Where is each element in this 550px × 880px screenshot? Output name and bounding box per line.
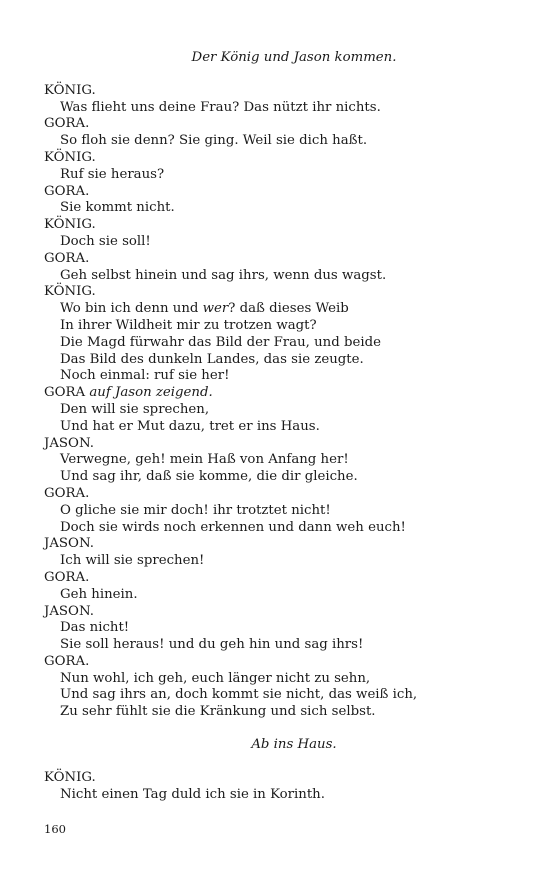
verse-line: Geh selbst hinein und sag ihrs, wenn dus wagst. [60,267,387,283]
inline-stage-direction: auf Jason zeigend. [89,385,213,401]
page-number: 160 [44,822,66,836]
speech-block [44,604,524,654]
speaker-name: GORA. [44,569,90,585]
verse-line: Doch sie wirds noch erkennen und dann weh euch! [60,519,406,535]
verse-line: Und sag ihrs an, doch kommt sie nicht, das weiß ich, [60,687,418,703]
speech-block [44,150,524,184]
speaker-name: JASON. [44,435,94,451]
verse-line: Was flieht uns deine Frau? Das nützt ihr nichts. [60,99,381,115]
verse-line: Und sag ihr, daß sie komme, die dir gleiche. [60,469,358,485]
verse-line: Verwegne, geh! mein Haß von Anfang her! [60,452,349,468]
speaker-name: GORA. [44,653,90,669]
verse-line: Geh hinein. [60,586,138,602]
speech-block [44,284,524,385]
emphasized-word: wer [202,301,229,317]
verse-line: Sie soll heraus! und du geh hin und sag ihrs! [60,637,364,653]
verse-line: O gliche sie mir doch! ihr trotztet nicht! [60,502,331,518]
speaker-name: KÖNIG. [44,284,96,300]
speech-block [44,251,524,285]
speaker-name: GORA. [44,250,90,266]
speech-block [44,217,524,251]
verse-line: Nicht einen Tag duld ich sie in Korinth. [60,786,325,802]
verse-line: Nun wohl, ich geh, euch länger nicht zu sehn, [60,670,371,686]
stage-direction: Ab ins Haus. [251,737,337,753]
verse-line [44,301,524,318]
verse-line: In ihrer Wildheit mir zu trotzen wagt? [60,317,317,333]
verse-line: Das nicht! [60,620,130,636]
verse-line: Ruf sie heraus? [60,166,165,182]
speaker-line [44,385,524,402]
speaker-name: GORA. [44,116,90,132]
speech-block [44,654,524,721]
verse-line: Die Magd fürwahr das Bild der Frau, und beide [60,334,381,350]
speech-block [44,83,524,117]
verse-line: Das Bild des dunkeln Landes, das sie zeugte. [60,351,364,367]
speech-block [44,570,524,604]
stage-direction: Der König und Jason kommen. [191,50,397,65]
verse-line: Den will sie sprechen, [60,401,210,417]
speaker-name: KÖNIG. [44,82,96,98]
verse-line: Ich will sie sprechen! [60,553,205,569]
speech-block [44,770,524,804]
speaker-name: JASON. [44,603,94,619]
speaker-name: KÖNIG. [44,149,96,165]
speaker-name: KÖNIG. [44,217,96,233]
verse-fragment: Wo bin ich denn und [60,301,203,317]
speaker-name: JASON. [44,536,94,552]
speech-block [44,536,524,570]
verse-line: Doch sie soll! [60,233,151,249]
verse-line: Sie kommt nicht. [60,200,175,216]
play-text [44,50,524,803]
verse-line: So floh sie denn? Sie ging. Weil sie dich haßt. [60,133,368,149]
verse-fragment: ? daß dieses Weib [228,301,349,317]
speaker-name: KÖNIG. [44,769,96,785]
verse-line: Und hat er Mut dazu, tret er ins Haus. [60,418,320,434]
verse-line: Zu sehr fühlt sie die Kränkung und sich selbst. [60,704,376,720]
speaker-name: GORA. [44,485,90,501]
speaker-name: GORA [44,385,86,401]
speech-block [44,436,524,486]
speaker-name: GORA. [44,183,90,199]
verse-line: Noch einmal: ruf sie her! [60,368,230,384]
speech-block [44,184,524,218]
speech-block [44,385,524,435]
speech-block [44,116,524,150]
speech-block [44,486,524,536]
